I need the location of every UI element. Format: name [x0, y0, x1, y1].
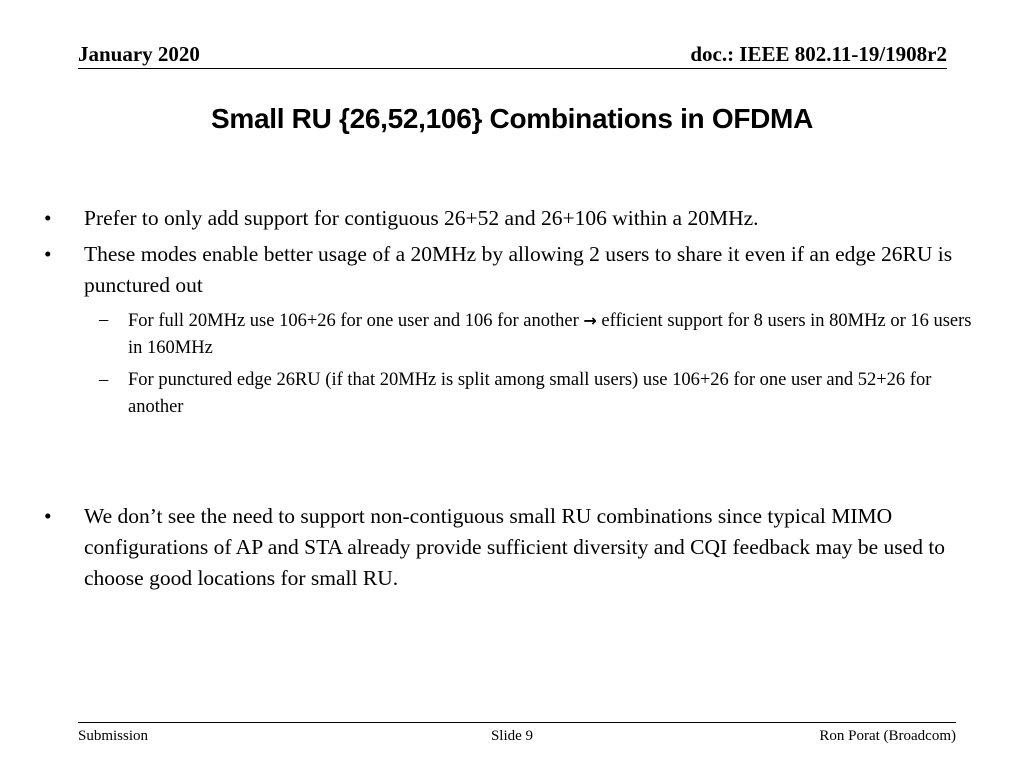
bullet-marker: • — [44, 504, 52, 528]
bullet-text: We don’t see the need to support non-contiguous small RU combinations since typical MIMO configurations of AP and STA already provide sufficient diversity and CQI feedback may be used to choose good locations for small RU. — [84, 504, 946, 590]
sub-bullet-marker: – — [99, 370, 109, 390]
footer-author: Ron Porat (Broadcom) — [819, 728, 956, 744]
sub-bullet-text-start: For full 20MHz use 106+26 for one user and 106 for another — [128, 311, 584, 331]
sub-bullet-item — [99, 307, 978, 362]
bullet-item — [44, 501, 979, 594]
sub-bullet-item — [99, 367, 978, 421]
footer-divider — [78, 722, 956, 723]
bullet-text: These modes enable better usage of a 20MHz by allowing 2 users to share it even if an edge 26RU is punctured out — [84, 242, 953, 297]
bullet-marker: • — [44, 242, 52, 266]
right-arrow-icon: → — [583, 311, 597, 330]
slide-title: Small RU {26,52,106} Combinations in OFDMA — [211, 103, 813, 134]
sub-bullet-text-end: efficient support for 8 users in 80MHz or 16 users in 160MHz — [128, 311, 972, 358]
footer-slide-number: Slide 9 — [490, 728, 534, 744]
footer-submission: Submission — [78, 728, 149, 744]
header-date: January 2020 — [78, 42, 200, 66]
slide-header — [78, 40, 947, 69]
bullet-item — [44, 203, 979, 234]
sub-bullet-text: For punctured edge 26RU (if that 20MHz is split among small users) use 106+26 for one user and 52+26 for another — [128, 370, 932, 417]
bullet-item — [44, 239, 979, 301]
bullet-marker: • — [44, 206, 52, 230]
header-doc-id: doc.: IEEE 802.11-19/1908r2 — [690, 42, 947, 66]
sub-bullet-marker: – — [99, 310, 109, 330]
bullet-text: Prefer to only add support for contiguous 26+52 and 26+106 within a 20MHz. — [84, 206, 759, 230]
